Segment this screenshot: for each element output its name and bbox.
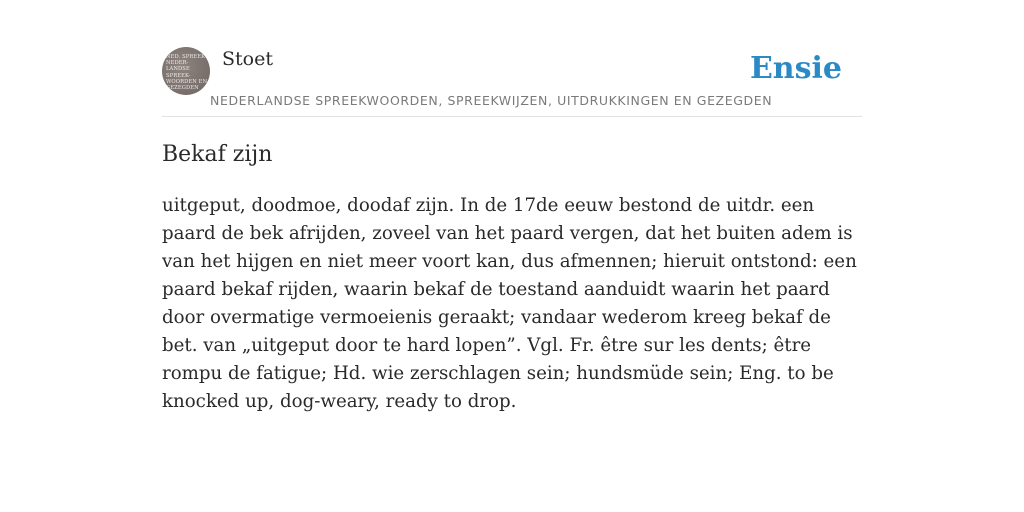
source-title[interactable]: Stoet: [222, 48, 273, 70]
source-avatar[interactable]: [162, 47, 210, 95]
header: [162, 46, 862, 117]
entry-definition: uitgeput, doodmoe, doodaf zijn. In de 17de eeuw bestond de uitdr. een paard de bek afrijden, zoveel van het paard vergen, dat het buiten adem is van het hijgen en niet meer voort kan, dus afmennen; hieruit ontstond: een paard bekaf rijden, waarin bekaf de toestand aanduidt waarin het paard door overmatige vermoeienis geraakt; vandaar wederom kreeg bekaf de bet. van „uitgeput door te hard lopen”. Vgl. Fr. être sur les dents; être rompu de fatigue; Hd. wie zerschlagen sein; hundsmüde sein; Eng. to be knocked up, dog-weary, ready to drop.: [162, 195, 857, 412]
entry-title: Bekaf zijn: [162, 142, 273, 167]
brand-logo[interactable]: Ensie: [749, 51, 842, 86]
avatar-cover-text: NED. SPREEK- NEDER- LANDSE SPREEK- WOORDEN EN GEZEGDEN: [166, 54, 208, 92]
source-subtitle: NEDERLANDSE SPREEKWOORDEN, SPREEKWIJZEN, UITDRUKKINGEN EN GEZEGDEN: [210, 93, 773, 108]
